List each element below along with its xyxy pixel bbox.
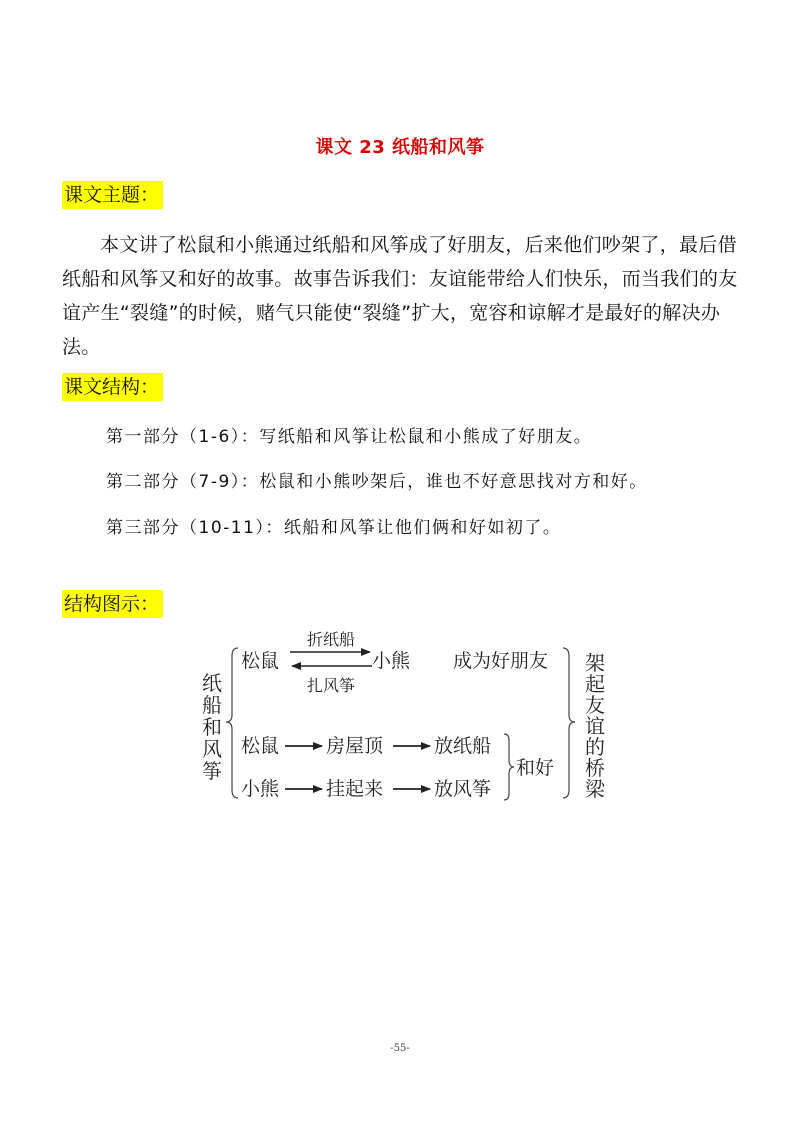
row2-step-1: 松鼠	[241, 735, 280, 757]
right-label-char: 梁	[585, 777, 605, 801]
right-label-char: 谊	[585, 714, 605, 738]
right-vertical-label	[585, 651, 606, 801]
row1-top-arrow-label: 折纸船	[306, 630, 356, 649]
section-heading-structure: 课文结构：	[62, 373, 163, 401]
row1-result: 成为好朋友	[453, 650, 549, 672]
row2-step-3: 放纸船	[434, 735, 492, 757]
right-label-char: 友	[585, 693, 605, 717]
right-label-char: 起	[585, 672, 605, 696]
left-label-char: 和	[202, 715, 222, 739]
left-label-char: 风	[202, 737, 222, 761]
reconcile-label: 和好	[516, 757, 555, 779]
structure-part-3: 第三部分（10-11）：纸船和风筝让他们俩和好如初了。	[106, 518, 562, 538]
right-label-char: 的	[585, 735, 605, 759]
page-number: -55-	[390, 1043, 410, 1054]
page-title: 课文 23 纸船和风筝	[315, 137, 485, 158]
row1-from: 松鼠	[241, 650, 280, 672]
left-label-char: 船	[202, 693, 222, 717]
structure-diagram	[0, 620, 800, 820]
left-vertical-label	[202, 671, 222, 783]
section-heading-diagram: 结构图示：	[62, 590, 163, 618]
row3-step-2: 挂起来	[326, 778, 384, 800]
left-label-char: 筝	[202, 759, 222, 783]
row1-to: 小熊	[372, 650, 411, 672]
right-label-char: 桥	[585, 756, 605, 780]
row2-step-2: 房屋顶	[326, 735, 384, 757]
structure-part-2: 第二部分（7-9）：松鼠和小熊吵架后，谁也不好意思找对方和好。	[106, 472, 648, 492]
right-label-char: 架	[585, 651, 605, 675]
row1-bottom-arrow-label: 扎风筝	[306, 676, 356, 695]
row3-step-1: 小熊	[241, 778, 280, 800]
theme-paragraph: 本文讲了松鼠和小熊通过纸船和风筝成了好朋友，后来他们吵架了，最后借纸船和风筝又和好的故事。故事告诉我们：友谊能带给人们快乐，而当我们的友谊产生“裂缝”的时候，赌气只能使“裂缝”扩大，宽容和谅解才是最好的解决办法。	[62, 234, 738, 358]
section-heading-theme: 课文主题：	[62, 181, 163, 209]
structure-part-1: 第一部分（1-6）：写纸船和风筝让松鼠和小熊成了好朋友。	[106, 427, 593, 447]
left-brace	[226, 648, 238, 798]
reconcile-brace	[504, 734, 514, 800]
left-label-char: 纸	[202, 671, 222, 695]
row3-step-3: 放风筝	[434, 778, 492, 800]
right-brace	[563, 648, 575, 798]
